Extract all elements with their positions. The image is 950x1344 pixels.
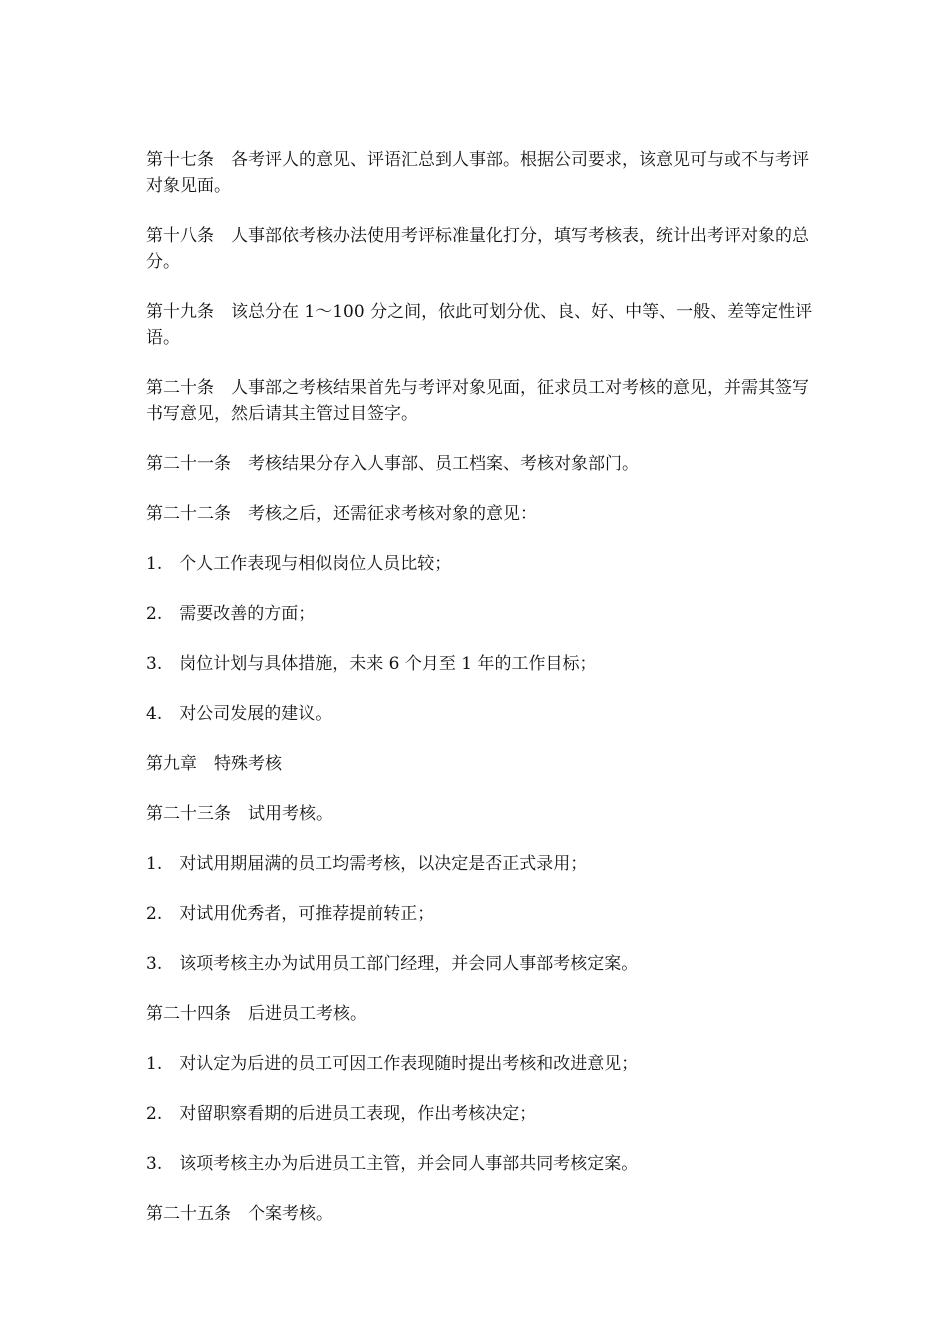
list-item: 2. 对留职察看期的后进员工表现，作出考核决定； (146, 1104, 537, 1124)
list-item: 1. 对认定为后进的员工可因工作表现随时提出考核和改进意见； (146, 1054, 639, 1074)
list-item: 3. 该项考核主办为后进员工主管，并会同人事部共同考核定案。 (146, 1154, 639, 1174)
list-item: 1. 个人工作表现与相似岗位人员比较； (146, 554, 452, 574)
article-18: 第十八条 人事部依考核办法使用考评标准量化打分，填写考核表，统计出考评对象的总分。 (146, 226, 809, 272)
document-body (146, 147, 816, 1227)
article-21: 第二十一条 考核结果分存入人事部、员工档案、考核对象部门。 (146, 454, 639, 474)
list-item: 4. 对公司发展的建议。 (146, 704, 333, 724)
article-24: 第二十四条 后进员工考核。 (146, 1004, 367, 1024)
list-item: 2. 需要改善的方面； (146, 604, 316, 624)
article-19: 第十九条 该总分在 1～100 分之间，依此可划分优、良、好、中等、一般、差等定性评语。 (146, 302, 813, 348)
chapter-heading: 第九章 特殊考核 (146, 754, 282, 774)
article-25: 第二十五条 个案考核。 (146, 1204, 333, 1224)
article-20: 第二十条 人事部之考核结果首先与考评对象见面，征求员工对考核的意见，并需其签写书写意见，然后请其主管过目签字。 (146, 378, 809, 424)
list-item: 2. 对试用优秀者，可推荐提前转正； (146, 904, 435, 924)
list-item: 1. 对试用期届满的员工均需考核，以决定是否正式录用； (146, 854, 588, 874)
list-item: 3. 该项考核主办为试用员工部门经理，并会同人事部考核定案。 (146, 954, 639, 974)
article-22: 第二十二条 考核之后，还需征求考核对象的意见： (146, 504, 537, 524)
article-17: 第十七条 各考评人的意见、评语汇总到人事部。根据公司要求，该意见可与或不与考评对象见面。 (146, 150, 809, 196)
list-item: 3. 岗位计划与具体措施，未来 6 个月至 1 年的工作目标； (146, 654, 597, 674)
article-23: 第二十三条 试用考核。 (146, 804, 333, 824)
